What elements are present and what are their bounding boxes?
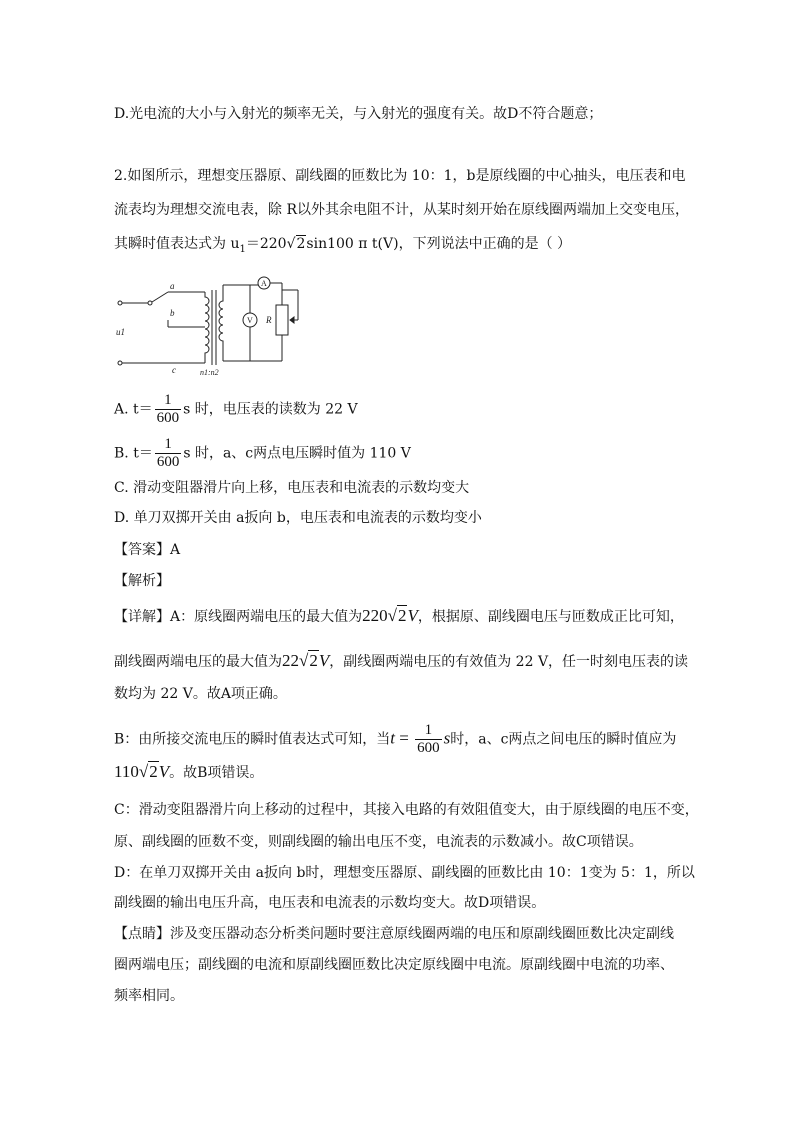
- stem-3b: ＝220: [245, 236, 287, 252]
- label-n: n1:n2: [200, 368, 219, 377]
- detail-b1-s: s: [443, 728, 451, 748]
- detail-c-2: 原、副线圈的匝数不变，则副线圈的输出电压不变，电流表的示数减小。故C项错误。: [114, 834, 643, 850]
- detail-b2-unit: V: [158, 762, 170, 781]
- detail-a2-post: ，副线圈两端电压的有效值为 22 V，任一时刻电压表的读: [329, 654, 689, 670]
- detail-a2-unit: V: [318, 651, 330, 670]
- detail-a1-pre: 【详解】A：原线圈两端电压的最大值为: [114, 609, 363, 625]
- label-b: b: [170, 308, 175, 318]
- question-stem-2: 流表均为理想交流电表，除 R以外其余电阻不计，从某时刻开始在原线圈两端加上交变电压，: [114, 202, 689, 218]
- detail-a1-unit: V: [407, 606, 418, 625]
- detail-a1-math: 220: [362, 606, 388, 625]
- detail-b1-t: t: [390, 728, 396, 748]
- note-2: 圈两端电压；副线圈的电流和原副线圈匝数比决定原线圈中电流。原副线圈中电流的功率、: [114, 957, 674, 973]
- detail-a-1: 【详解】A：原线圈两端电压的最大值为220√2V，根据原、副线圈电压与匝数成正比可知，: [114, 606, 684, 625]
- note-1: 【点睛】涉及变压器动态分析类问题时要注意原线圈两端的电压和原副线圈匝数比决定副线: [114, 926, 674, 942]
- label-voltmeter: V: [247, 316, 253, 325]
- option-b-num: 1: [155, 436, 182, 454]
- option-a-post: s 时，电压表的读数为 22 V: [183, 401, 358, 418]
- note-3: 频率相同。: [114, 988, 184, 1004]
- stem-3c: sin100 π t(V)，下列说法中正确的是（ ）: [306, 236, 572, 252]
- analysis-label: 【解析】: [114, 573, 170, 589]
- detail-b-2: 110√2V。故B项错误。: [114, 762, 264, 781]
- detail-b2-sqrt: 2: [149, 762, 158, 781]
- question-stem-3: 其瞬时值表达式为 $u_1=220√2\sin 100$ π t(V)，下列说法中正确的是（ ）: [114, 236, 572, 255]
- label-c: c: [172, 365, 176, 375]
- detail-a2-math: 22: [282, 651, 299, 670]
- detail-a1-sqrt: 2: [397, 606, 407, 625]
- option-d: D. 单刀双掷开关由 a扳向 b，电压表和电流表的示数均变小: [114, 510, 482, 526]
- stem-3-sub: 1: [239, 243, 246, 255]
- prev-option-d: D.光电流的大小与入射光的频率无关，与入射光的强度有关。故D不符合题意；: [114, 106, 603, 122]
- detail-b1-post: 时，a、c两点之间电压的瞬时值应为: [450, 731, 677, 748]
- label-resistor: R: [266, 315, 272, 325]
- detail-a2-sqrt: 2: [309, 651, 318, 670]
- detail-b1-num: 1: [415, 722, 442, 740]
- detail-d-2: 副线圈的输出电压升高，电压表和电流表的示数均变大。故D项错误。: [114, 895, 546, 911]
- option-a-num: 1: [155, 392, 182, 410]
- detail-b-1: B：由所接交流电压的瞬时值表达式可知，当t = $\frac{1}{600}$ s时，a、c两点之间电压的瞬时值应为: [114, 722, 677, 756]
- stem-3a: 其瞬时值表达式为 u: [114, 236, 240, 252]
- option-b: [114, 436, 411, 471]
- detail-d-1: D：在单刀双掷开关由 a扳向 b时，理想变压器原、副线圈的匝数比由 10：1变为 5：1，所以: [114, 865, 695, 881]
- label-u1: u1: [116, 327, 125, 337]
- transformer-circuit-diagram: [110, 265, 310, 380]
- option-a: [114, 392, 358, 427]
- label-a: a: [170, 281, 175, 291]
- detail-a-3: 数均为 22 V。故A项正确。: [114, 686, 287, 702]
- stem-3-sqrt: 2: [296, 236, 306, 252]
- detail-b2-post: 。故B项错误。: [169, 765, 264, 781]
- detail-a2-pre: 副线圈两端电压的最大值为: [114, 654, 282, 670]
- detail-b2-math: 110: [114, 762, 139, 781]
- option-b-post: s 时，a、c两点电压瞬时值为 110 V: [183, 445, 411, 462]
- label-ammeter: A: [261, 279, 267, 288]
- detail-b1-den: 600: [417, 740, 440, 756]
- option-c: C. 滑动变阻器滑片向上移，电压表和电流表的示数均变大: [114, 480, 470, 496]
- answer-label: 【答案】A: [114, 542, 181, 558]
- detail-c-1: C：滑动变阻器滑片向上移动的过程中，其接入电路的有效阻值变大，由于原线圈的电压不变，: [114, 802, 699, 818]
- option-a-den: 600: [156, 410, 180, 426]
- option-b-den: 600: [156, 454, 180, 470]
- detail-b1-pre: B：由所接交流电压的瞬时值表达式可知，当: [114, 731, 391, 748]
- option-b-pre: B. t＝: [114, 445, 153, 462]
- detail-a1-post: ，根据原、副线圈电压与匝数成正比可知，: [417, 609, 684, 625]
- detail-a-2: 副线圈两端电压的最大值为22√2V，副线圈两端电压的有效值为 22 V，任一时刻电压表的读: [114, 651, 689, 670]
- question-stem-1: 2.如图所示，理想变压器原、副线圈的匝数比为 10：1，b是原线圈的中心抽头，电压表和电: [114, 168, 686, 184]
- option-a-pre: A. t＝: [114, 401, 153, 418]
